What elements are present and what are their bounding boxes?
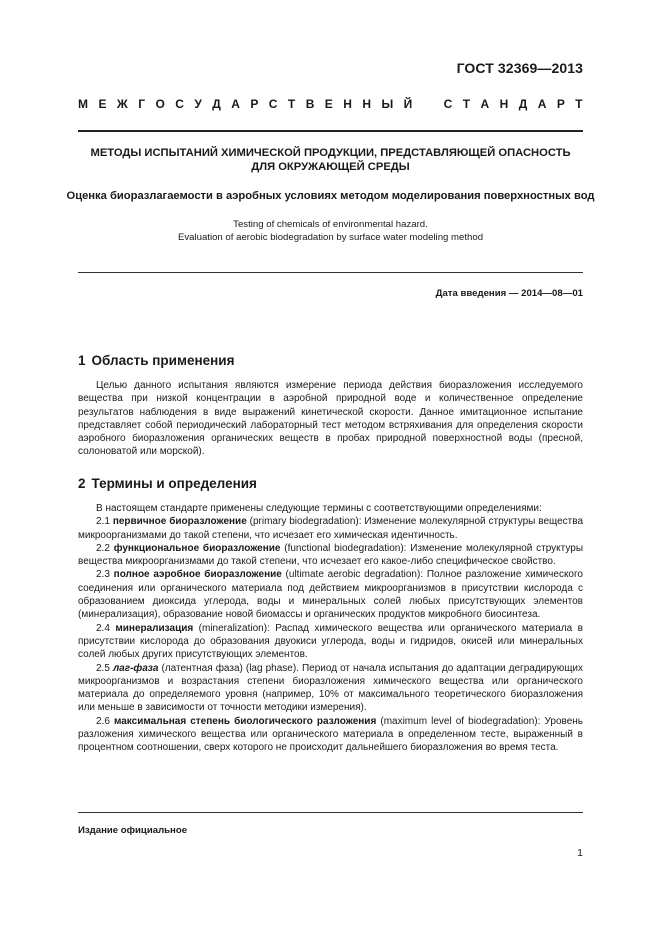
standard-type-letter: Й [403,97,413,111]
section-1-title: Область применения [91,353,235,368]
main-title-line-2: ДЛЯ ОКРУЖАЮЩЕЙ СРЕДЫ [251,161,410,173]
term-text: (mineralization): Распад химического вещества или органического материала в присутствии кислорода до образования двуокиси углерода, воды и гидридов, окисей или минеральных солей любых других присутствующих элементов. [78,622,583,661]
section-1-number: 1 [78,353,86,368]
term-number: 2.5 [96,662,110,674]
section-1-body [78,379,583,459]
term-definition [78,515,583,542]
term-name: полное аэробное биоразложение [113,569,282,581]
term-text: (maximum level of biodegradation): Уровень разложения химического вещества или органического материала в определенном тесте, выраженный в процентном соотношении, сверх которого не происходит дальнейшего биоразложения во время теста. [78,715,584,754]
page-number: 1 [577,847,583,859]
standard-type-letter: Д [518,97,528,111]
standard-type-letter: А [480,97,490,111]
intro-date: Дата введения — 2014—08—01 [435,288,583,299]
standard-type-letter: Р [556,97,565,111]
standard-type-letter: Н [343,97,352,111]
term-definition [78,622,583,662]
term-text: (ultimate aerobic degradation): Полное разложение химического соединения или органического материала под действием микроорганизмов в присутствии кислорода с образованием диоксида углерода, воды и минеральных солей любых присутствующих элементов (минерализация), образование новой биомассы и органических продуктов микробного биосинтеза. [78,569,583,621]
standard-type-letter: Н [499,97,509,111]
term-definition [78,662,583,715]
standard-type-letter: С [443,97,453,111]
standard-type-letter: Н [362,97,372,111]
term-name: первичное биоразложение [112,516,247,528]
section-2-heading [78,476,583,491]
term-number: 2.2 [96,542,110,554]
standard-type-letter: У [194,97,202,111]
standard-type-letter: Е [98,97,107,111]
standard-type-letter: А [231,97,240,111]
title-rule [78,272,583,273]
term-text: (primary biodegradation): Изменение молекулярной структуры вещества микроорганизмами до такой степени, что исчезает его химическая идентичность. [78,516,584,541]
standard-type-letter: Т [287,97,296,111]
section-2-body [78,502,583,755]
term-text: (functional biodegradation): Изменение молекулярной структуры вещества микроорганизмами до такой степени, что исчезает его какое-либо специфическое свойство. [78,542,584,568]
term-number: 2.4 [96,622,110,634]
main-title-line-1: МЕТОДЫ ИСПЫТАНИЙ ХИМИЧЕСКОЙ ПРОДУКЦИИ, ПРЕДСТАВЛЯЮЩЕЙ ОПАСНОСТЬ [90,147,571,159]
standard-type-letter: Ы [381,97,394,111]
gost-number: ГОСТ 32369—2013 [456,60,583,76]
english-title-line-1: Testing of chemicals of environmental hazard. [233,219,428,230]
term-number: 2.3 [96,569,110,581]
term-number: 2.6 [96,715,110,727]
section-2-number: 2 [78,476,86,491]
section-2-intro: В настоящем стандарте применены следующие термины с соответствующими определениями: [96,503,542,514]
standard-type-letter: С [175,97,184,111]
standard-type-letter: Е [324,97,333,111]
standard-type-letter: В [305,97,315,111]
term-text: (латентная фаза) (lag phase). Период от начала испытания до адаптации деградирующих микроорганизмов и возрастания степени биоразложения химического вещества или органического материала до определяемого уровня (например, 10% от максимального теоретического биоразложения или меньше в зависимости от точности методики измерения). [78,662,584,714]
standard-type-letter: Д [212,97,221,111]
subtitle: Оценка биоразлагаемости в аэробных условиях методом моделирования поверхностных вод [66,190,595,202]
term-name: максимальная степень биологического разложения [113,715,377,727]
term-name: минерализация [115,622,194,634]
edition-label: Издание официальное [78,825,188,836]
standard-type-letter: С [268,97,278,111]
term-definition [78,568,583,621]
standard-type-heading [78,97,583,111]
standard-type-letter: М [78,97,88,111]
standard-type-letter: А [537,97,547,111]
standard-type-letter: Т [575,97,583,111]
section-1-heading [78,353,583,368]
header-rule [78,130,583,132]
english-title-line-2: Evaluation of aerobic biodegradation by surface water modeling method [177,232,484,243]
term-name: функциональное биоразложение [113,542,281,554]
term-definition [78,715,583,755]
main-title [78,146,583,174]
standard-type-letter: Р [250,97,259,111]
term-number: 2.1 [96,516,110,528]
section-2-title: Термины и определения [91,476,257,491]
standard-type-letter: Т [462,97,471,111]
english-title [78,218,583,244]
term-name: лаг-фаза [112,662,159,674]
term-definition [78,542,583,569]
section-1-paragraph: Целью данного испытания являются измерение периода действия биоразложения исследуемого вещества при низкой концентрации в аэробной природной воде и количественное определение результатов наблюдения в виде выражений кинетической скорости. Данное имитационное испытание представляет собой периодический лабораторный тест методом встряхивания для определения скорости аэробного биоразложения органических веществ в пробах природной поверхностной воды (пресной, солоноватой или морской). [78,380,583,458]
footer-rule [78,812,583,813]
standard-type-letter: Г [138,97,145,111]
standard-type-letter: О [155,97,165,111]
standard-type-letter: Ж [116,97,128,111]
